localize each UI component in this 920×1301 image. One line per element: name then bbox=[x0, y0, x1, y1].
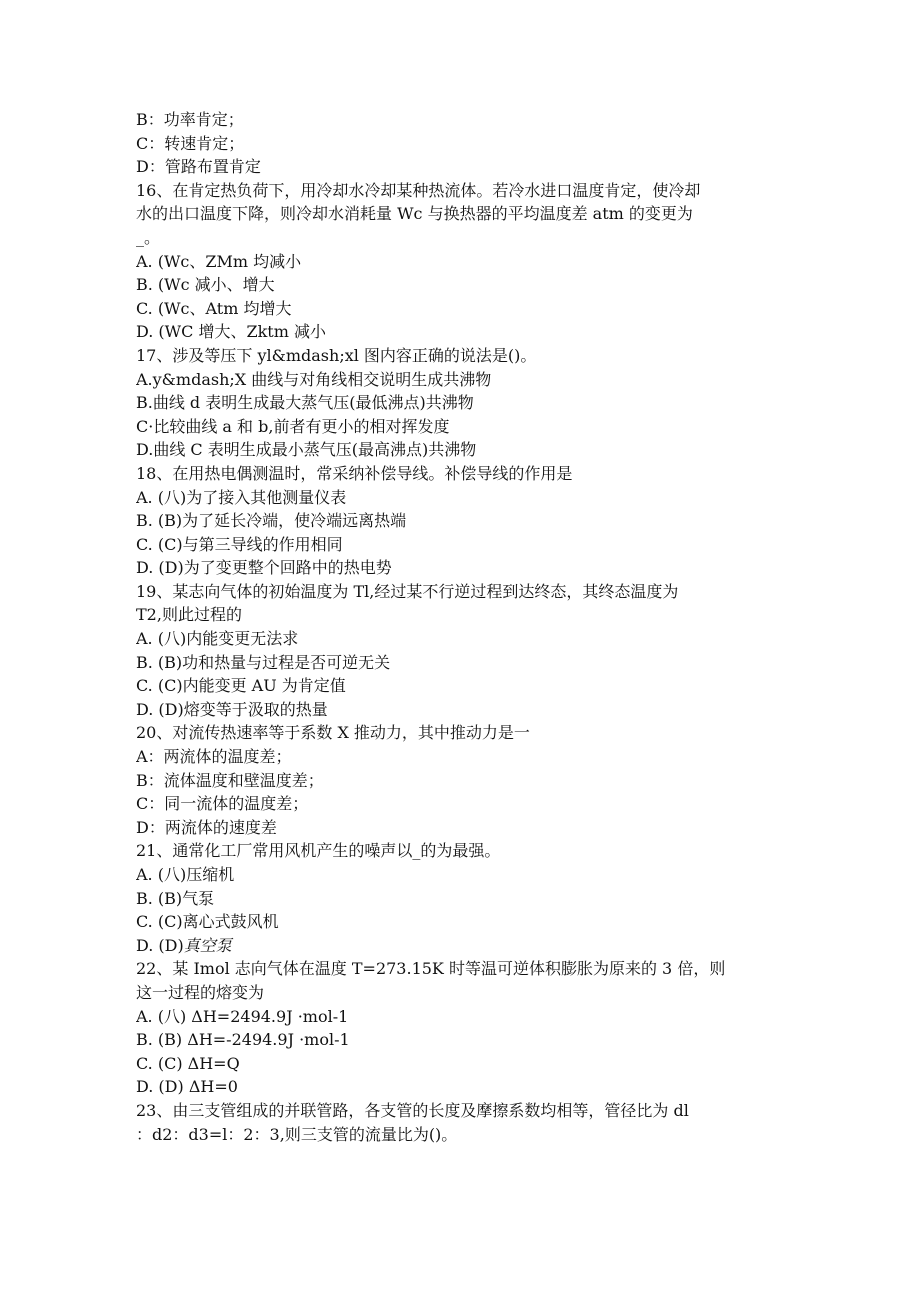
option-line: B. (B)为了延长冷端，使冷端远离热端 bbox=[136, 511, 407, 531]
option-line: A.y&mdash;X 曲线与对角线相交说明生成共沸物 bbox=[136, 369, 492, 389]
option-line: C：转速肯定； bbox=[136, 133, 245, 153]
option-line: B. (B)气泵 bbox=[136, 888, 215, 908]
option-line: B：功率肯定； bbox=[136, 110, 244, 129]
question-20: 20、对流传热速率等于系数 X 推动力，其中推动力是一 bbox=[136, 723, 530, 743]
question-19-line-2: T2,则此过程的 bbox=[136, 605, 242, 625]
option-line: B：流体温度和壁温度差； bbox=[136, 770, 324, 790]
option-line: D. (D)为了变更整个回路中的热电势 bbox=[136, 558, 392, 578]
option-line: D.曲线 C 表明生成最小蒸气压(最高沸点)共沸物 bbox=[136, 440, 477, 460]
question-22-line-2: 这一过程的熔变为 bbox=[136, 982, 265, 1002]
option-line: D. (D)熔变等于汲取的热量 bbox=[136, 699, 328, 719]
option-line: C. (Wc、Atm 均增大 bbox=[136, 298, 292, 318]
option-line: C：同一流体的温度差； bbox=[136, 794, 309, 814]
option-line: A. (八)内能变更无法求 bbox=[136, 629, 299, 649]
option-line: B. (Wc 减小、增大 bbox=[136, 275, 275, 295]
option-line: C·比较曲线 a 和 b,前者有更小的相对挥发度 bbox=[136, 416, 450, 436]
question-16-line-1: 16、在肯定热负荷下，用冷却水冷却某种热流体。若冷水进口温度肯定，使冷却 bbox=[136, 180, 701, 200]
question-22-line-1: 22、某 Imol 志向气体在温度 T=273.15K 时等温可逆体积膨胀为原来的 3 倍，则 bbox=[136, 959, 726, 979]
question-23-line-1: 23、由三支管组成的并联管路，各支管的长度及摩擦系数均相等，管径比为 dl bbox=[136, 1100, 689, 1120]
option-line: A：两流体的温度差； bbox=[136, 747, 292, 767]
option-line: C. (C)与第三导线的作用相同 bbox=[136, 534, 343, 554]
option-line: C. (C) ΔH=Q bbox=[136, 1053, 240, 1073]
option-line: D. (D) ΔH=0 bbox=[136, 1077, 238, 1097]
option-line: A. (八)压缩机 bbox=[136, 865, 235, 884]
question-17: 17、涉及等压下 yl&mdash;xl 图内容正确的说法是()。 bbox=[136, 345, 537, 365]
option-line: C. (C)内能变更 AU 为肯定值 bbox=[136, 676, 346, 696]
option-line: D. (WC 增大、Zktm 减小 bbox=[136, 322, 326, 342]
question-16-line-3: _。 bbox=[136, 227, 161, 247]
option-line: B.曲线 d 表明生成最大蒸气压(最低沸点)共沸物 bbox=[136, 393, 474, 413]
option-line-d-21 bbox=[136, 934, 786, 958]
question-21: 21、通常化工厂常用风机产生的噪声以_的为最强。 bbox=[136, 841, 501, 861]
option-line: D：两流体的速度差 bbox=[136, 817, 277, 837]
option-line: D：管路布置肯定 bbox=[136, 157, 261, 177]
question-18: 18、在用热电偶测温时，常采纳补偿导线。补偿导线的作用是 bbox=[136, 463, 573, 483]
option-prefix: D. (D) bbox=[136, 935, 184, 955]
question-23-line-2: ：d2：d3=l：2：3,则三支管的流量比为()。 bbox=[136, 1124, 458, 1144]
option-line: B. (B)功和热量与过程是否可逆无关 bbox=[136, 652, 391, 672]
option-line: A. (八) ΔH=2494.9J ·mol-1 bbox=[136, 1006, 349, 1026]
option-text-italic: 真空泵 bbox=[183, 935, 232, 955]
option-line: C. (C)离心式鼓风机 bbox=[136, 912, 279, 932]
question-16-line-2: 水的出口温度下降，则冷却水消耗量 Wc 与换热器的平均温度差 atm 的变更为 bbox=[136, 204, 693, 224]
question-19-line-1: 19、某志向气体的初始温度为 Tl,经过某不行逆过程到达终态，其终态温度为 bbox=[136, 581, 679, 601]
option-line: B. (B) ΔH=-2494.9J ·mol-1 bbox=[136, 1030, 350, 1050]
option-line: A. (Wc、ZMm 均减小 bbox=[136, 251, 302, 271]
option-line: A. (八)为了接入其他测量仪表 bbox=[136, 487, 347, 507]
document-body bbox=[136, 108, 786, 1146]
